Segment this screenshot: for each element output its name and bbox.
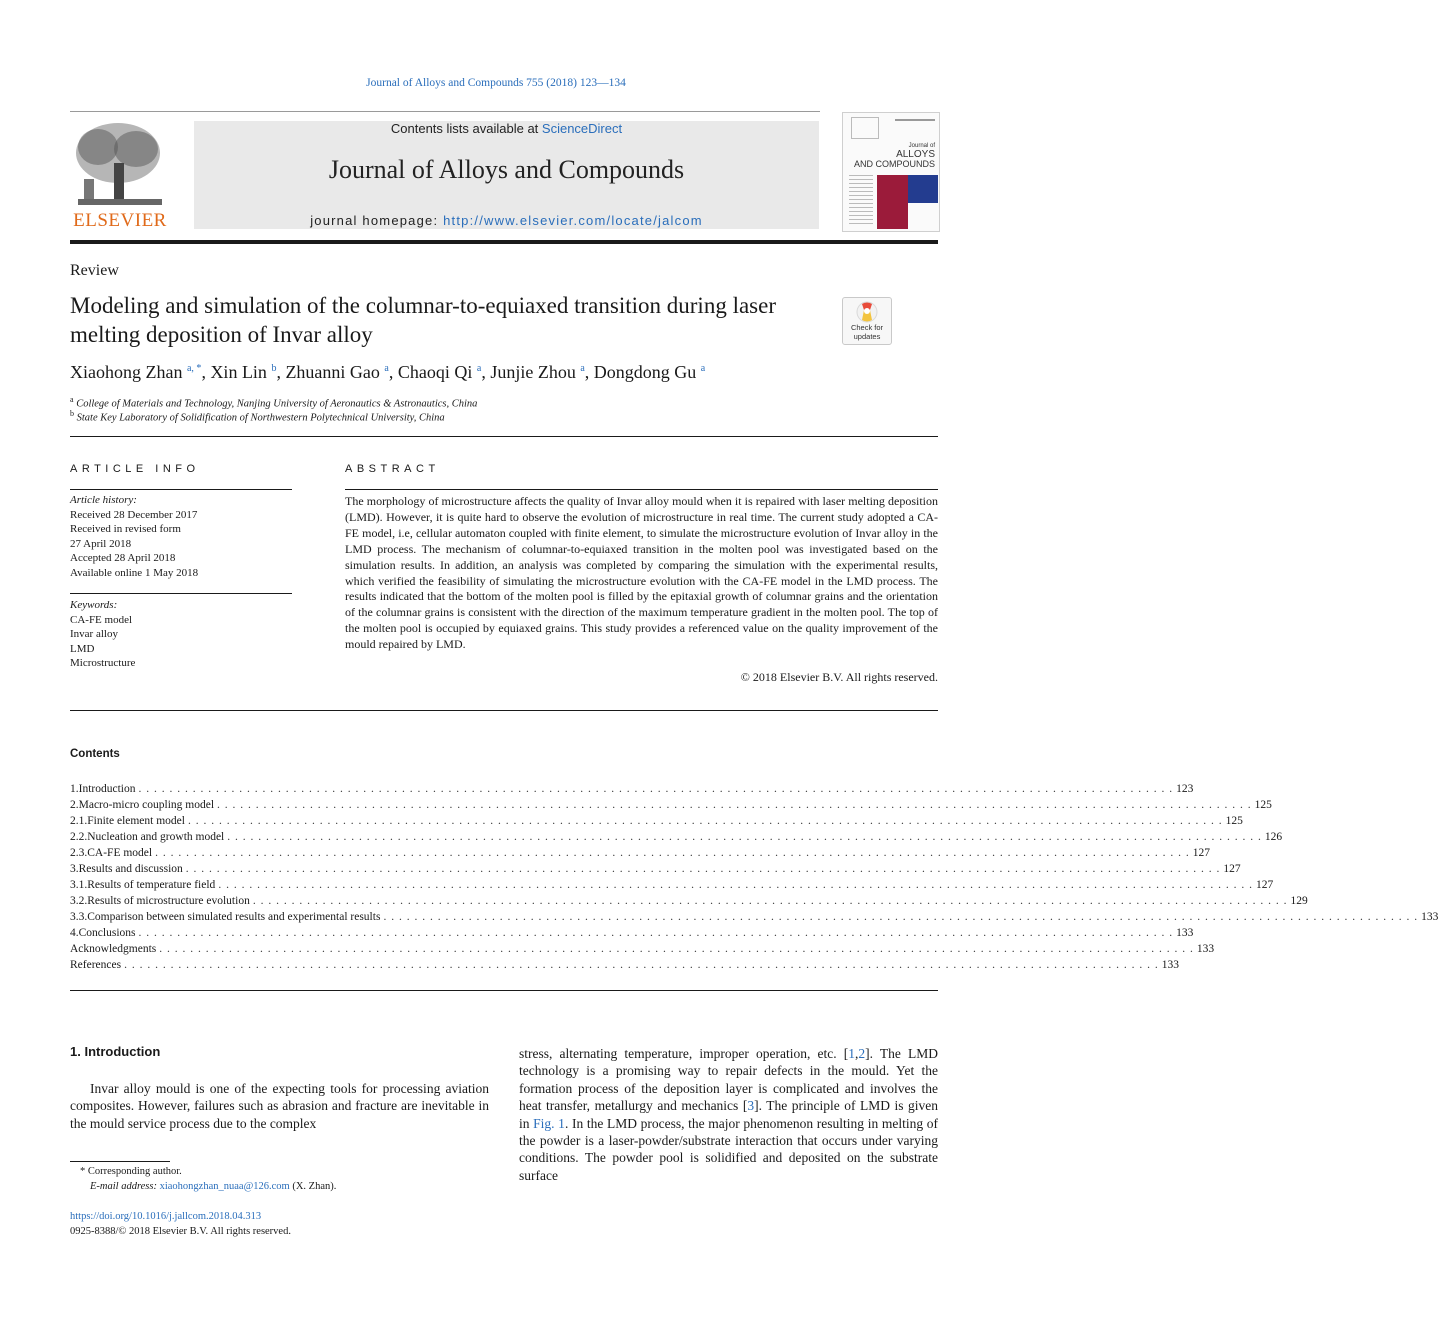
author-list: Xiaohong Zhan $^{a, *}$, Xin Lin $^b$, Zhuanni Gao $^a$, Chaoqi Qi $^a$, Junjie Zhou $^a$, Dongdong Gu $^a$ [70, 362, 706, 382]
toc-entry[interactable] [70, 941, 1215, 957]
affiliation-b: $^b$ State Key Laboratory of Solidification of Northwestern Polytechnical University, China [70, 409, 445, 424]
email-link[interactable]: xiaohongzhan_nuaa@126.com [159, 1181, 290, 1192]
journal-homepage-link[interactable]: http://www.elsevier.com/locate/jalcom [443, 213, 703, 228]
author[interactable]: Chaoqi Qi $^a$ [397, 362, 482, 382]
affiliation-a: $^a$ College of Materials and Technology, Nanjing University of Aeronautics & Astronautics, China [70, 395, 478, 410]
toc-leader-dots: . . . . . . . . . . . . . . . . . . . . . . . . . . . . . . . . . . . . . . . . . . . . . . . . . . . . . . . . . . . . . . . . . . . . . . . . . . . . . . . . . . . . . . . . . . . . . . . . . . . . . . . . . . . . . . . . . . . . . . . . . . . . . . . . . . . . . . [138, 783, 1174, 795]
toc-entry-title[interactable]: References [70, 959, 122, 971]
introduction-heading: 1. Introduction [70, 1044, 161, 1059]
footnote-rule [70, 1161, 170, 1162]
toc-entry-title[interactable]: Introduction [78, 783, 136, 795]
toc-entry-page: 133 [1421, 911, 1438, 923]
toc-entry[interactable] [70, 877, 1274, 893]
toc-entry-number: 2.1. [70, 815, 88, 827]
toc-entry-number: 3.2. [70, 895, 88, 907]
divider [70, 489, 292, 490]
toc-entry-title[interactable]: Results of microstructure evolution [87, 895, 250, 907]
crossmark-label: Check for updates [850, 323, 884, 341]
cover-title: Journal of ALLOYS AND COMPOUNDS [853, 143, 935, 169]
email-note: E-mail address: xiaohongzhan_nuaa@126.com (X. Zhan). [90, 1181, 337, 1192]
article-history: Article history: Received 28 December 2017 Received in revised form 27 April 2018 Accepted 28 April 2018 Available online 1 May 2018 [70, 494, 199, 579]
elsevier-wordmark: ELSEVIER [73, 210, 167, 231]
reference-link[interactable]: 1 [848, 1046, 855, 1061]
article-info-heading: ARTICLE INFO [70, 463, 200, 475]
toc-entry-title[interactable]: Finite element model [87, 815, 185, 827]
contents-heading: Contents [70, 748, 120, 760]
journal-homepage-line: journal homepage: http://www.elsevier.com/locate/jalcom [310, 213, 703, 228]
toc-leader-dots: . . . . . . . . . . . . . . . . . . . . . . . . . . . . . . . . . . . . . . . . . . . . . . . . . . . . . . . . . . . . . . . . . . . . . . . . . . . . . . . . . . . . . . . . . . . . . . . . . . . . . . . . . . . . . . . . . . . . . . . . . . . . . . . . . . . . . . [124, 959, 1159, 971]
cover-red-block-lower [877, 203, 908, 229]
toc-entry-number: 3. [70, 863, 79, 875]
divider [70, 990, 938, 991]
toc-entry-page: 129 [1290, 895, 1308, 907]
abstract-copyright: © 2018 Elsevier B.V. All rights reserved. [740, 670, 938, 684]
toc-entry-title[interactable]: Conclusions [78, 927, 136, 939]
toc-entry[interactable] [70, 925, 1194, 941]
toc-leader-dots: . . . . . . . . . . . . . . . . . . . . . . . . . . . . . . . . . . . . . . . . . . . . . . . . . . . . . . . . . . . . . . . . . . . . . . . . . . . . . . . . . . . . . . . . . . . . . . . . . . . . . . . . . . . . . . . . . . . . . . . . . . . . . . . . . . . . . . [155, 847, 1190, 859]
article-title: Modeling and simulation of the columnar-to-equiaxed transition during laser melting deposition of Invar alloy [70, 293, 776, 347]
toc-entry-number: 2. [70, 799, 79, 811]
toc-entry-title[interactable]: CA-FE model [87, 847, 153, 859]
keywords: Keywords: CA-FE model Invar alloy LMD Microstructure [70, 598, 292, 671]
toc-entry-page: 127 [1255, 879, 1274, 891]
doi-link[interactable]: https://doi.org/10.1016/j.jallcom.2018.04.313 [70, 1211, 262, 1222]
toc-entry-title[interactable]: Comparison between simulated results and experimental results [87, 911, 381, 923]
toc-entry-number: 2.3. [70, 847, 88, 859]
keyword: CA-FE model [70, 613, 133, 626]
cover-top-bar [895, 119, 935, 121]
toc-entry[interactable] [70, 909, 1438, 925]
toc-leader-dots: . . . . . . . . . . . . . . . . . . . . . . . . . . . . . . . . . . . . . . . . . . . . . . . . . . . . . . . . . . . . . . . . . . . . . . . . . . . . . . . . . . . . . . . . . . . . . . . . . . . . . . . . . . . . . . . . . . . . . . . . . . . . . . . . . . . . . . [138, 927, 1174, 939]
toc-entry-title[interactable]: Nucleation and growth model [87, 831, 225, 843]
toc-entry-page: 133 [1176, 927, 1194, 939]
divider [70, 593, 292, 594]
toc-entry-title[interactable]: Acknowledgments [70, 943, 157, 955]
divider [70, 710, 938, 711]
toc-entry-title[interactable]: Results and discussion [78, 863, 183, 875]
sciencedirect-link[interactable]: ScienceDirect [541, 121, 623, 136]
author[interactable]: Xin Lin $^b$ [210, 362, 277, 382]
toc-leader-dots: . . . . . . . . . . . . . . . . . . . . . . . . . . . . . . . . . . . . . . . . . . . . . . . . . . . . . . . . . . . . . . . . . . . . . . . . . . . . . . . . . . . . . . . . . . . . . . . . . . . . . . . . . . . . . . . . . . . . . . . . . . . . . . . . . . . . . . [187, 815, 1223, 827]
toc-leader-dots: . . . . . . . . . . . . . . . . . . . . . . . . . . . . . . . . . . . . . . . . . . . . . . . . . . . . . . . . . . . . . . . . . . . . . . . . . . . . . . . . . . . . . . . . . . . . . . . . . . . . . . . . . . . . . . . . . . . . . . . . . . . . . . . . . . . . . . [252, 895, 1288, 907]
divider [70, 436, 938, 437]
toc-entry-page: 133 [1161, 959, 1179, 971]
introduction-paragraph-left: Invar alloy mould is one of the expecting tools for processing aviation composites. However, failures such as abrasion and fracture are inevitable in the mould service process due to the complex [70, 1081, 489, 1131]
toc-entry[interactable] [70, 813, 1243, 829]
toc-entry-number: 3.1. [70, 879, 88, 891]
cover-blue-block [908, 175, 938, 203]
abstract-heading: ABSTRACT [345, 463, 440, 475]
toc-entry[interactable] [70, 893, 1308, 909]
reference-link[interactable]: 2 [858, 1046, 866, 1061]
toc-entry[interactable] [70, 797, 1272, 813]
header-thick-rule [70, 240, 938, 244]
issn-line: 0925-8388/© 2018 Elsevier B.V. All rights reserved. [70, 1226, 291, 1237]
toc-entry-page: 123 [1176, 783, 1194, 795]
toc-leader-dots: . . . . . . . . . . . . . . . . . . . . . . . . . . . . . . . . . . . . . . . . . . . . . . . . . . . . . . . . . . . . . . . . . . . . . . . . . . . . . . . . . . . . . . . . . . . . . . . . . . . . . . . . . . . . . . . . . . . . . . . . . . . . . . . . . . . . . . [217, 799, 1252, 811]
toc-entry-page: 125 [1225, 815, 1243, 827]
toc-entry[interactable] [70, 957, 1179, 973]
toc-entry[interactable] [70, 845, 1210, 861]
toc-leader-dots: . . . . . . . . . . . . . . . . . . . . . . . . . . . . . . . . . . . . . . . . . . . . . . . . . . . . . . . . . . . . . . . . . . . . . . . . . . . . . . . . . . . . . . . . . . . . . . . . . . . . . . . . . . . . . . . . . . . . . . . . . . . . . . . . . . . . . . [218, 879, 1253, 891]
contents-availability-line: Contents lists available at ScienceDirect [390, 121, 623, 136]
toc-entry-number: 4. [70, 927, 79, 939]
toc-entry-page: 125 [1254, 799, 1272, 811]
toc-entry-title[interactable]: Macro-micro coupling model [78, 799, 215, 811]
divider [345, 489, 938, 490]
journal-cover-thumbnail[interactable] [842, 112, 940, 232]
toc-leader-dots: . . . . . . . . . . . . . . . . . . . . . . . . . . . . . . . . . . . . . . . . . . . . . . . . . . . . . . . . . . . . . . . . . . . . . . . . . . . . . . . . . . . . . . . . . . . . . . . . . . . . . . . . . . . . . . . . . . . . . . . . . . . . . . . . . . . . . . [227, 831, 1262, 843]
journal-citation[interactable]: Journal of Alloys and Compounds 755 (2018) 123—134 [366, 77, 626, 89]
toc-leader-dots: . . . . . . . . . . . . . . . . . . . . . . . . . . . . . . . . . . . . . . . . . . . . . . . . . . . . . . . . . . . . . . . . . . . . . . . . . . . . . . . . . . . . . . . . . . . . . . . . . . . . . . . . . . . . . . . . . . . . . . . . . . . . . . . . . . . . . . [383, 911, 1419, 923]
author[interactable]: Junjie Zhou $^a$ [490, 362, 585, 382]
toc-entry-title[interactable]: Results of temperature field [87, 879, 216, 891]
toc-leader-dots: . . . . . . . . . . . . . . . . . . . . . . . . . . . . . . . . . . . . . . . . . . . . . . . . . . . . . . . . . . . . . . . . . . . . . . . . . . . . . . . . . . . . . . . . . . . . . . . . . . . . . . . . . . . . . . . . . . . . . . . . . . . . . . . . . . . . . . [159, 943, 1194, 955]
crossmark-icon [855, 300, 879, 324]
keyword: Microstructure [70, 657, 136, 669]
toc-entry-number: 2.2. [70, 831, 88, 843]
cover-logo-box [851, 117, 879, 139]
toc-entry[interactable] [70, 861, 1241, 877]
keyword: Invar alloy [70, 628, 118, 640]
toc-entry[interactable] [70, 781, 1194, 797]
cover-text-lines [849, 175, 873, 225]
header-rule [70, 111, 820, 112]
toc-entry[interactable] [70, 829, 1283, 845]
toc-entry-page: 126 [1264, 831, 1283, 843]
journal-name: Journal of Alloys and Compounds [328, 155, 685, 184]
keyword: LMD [70, 642, 95, 655]
abstract-text: The morphology of microstructure affects the quality of Invar alloy mould when it is repaired with laser melting deposition (LMD). However, it is quite hard to observe the evolution of microstructure in real time. The current study adopted a CA-FE model, i.e, cellular automaton coupled with finite element, to simulate the microstructure evolution of Invar alloy in the LMD process. The mechanism of columnar-to-equiaxed transition in the molten pool was investigated based on the simulation results. In addition, an analysis was completed by comparing the simulation with the experimental results, which verified the feasibility of simulating the microstructure evolution with the CA-FE model in the LMD process. The results indicated that the bottom of the molten pool is filled by the epitaxial growth of columnar grains and the orientation of the columnar grains is consistent with the direction of the maximum temperature gradient in the molten pool. The top of the molten pool is occupied by equiaxed grains. This study provides a referenced value on the quality improvement of the mould repaired by LMD. [345, 494, 938, 652]
cover-red-block [877, 175, 908, 203]
toc-entry-number: 1. [70, 783, 79, 795]
toc-leader-dots: . . . . . . . . . . . . . . . . . . . . . . . . . . . . . . . . . . . . . . . . . . . . . . . . . . . . . . . . . . . . . . . . . . . . . . . . . . . . . . . . . . . . . . . . . . . . . . . . . . . . . . . . . . . . . . . . . . . . . . . . . . . . . . . . . . . . . . [185, 863, 1221, 875]
corresponding-author-note: * Corresponding author. [80, 1166, 182, 1177]
toc-entry-page: 127 [1192, 847, 1210, 859]
toc-entry-number: 3.3. [70, 911, 88, 923]
toc-entry-page: 133 [1196, 943, 1215, 955]
introduction-paragraph-right: stress, alternating temperature, improper operation, etc. [1,2]. The LMD technology is a promising way to repair defects in the mould. Yet the formation process of the deposition layer is complicated and involves the heat transfer, metallurgy and mechanics [3]. The principle of LMD is given in Fig. 1. In the LMD process, the major phenomenon resulting in melting of the powder is a laser-powder/substrate interaction that occurs under varying conditions. The powder pool is solidified and deposited on the substrate surface [519, 1046, 939, 1183]
reference-link[interactable]: 3 [747, 1098, 755, 1114]
author[interactable]: Dongdong Gu $^a$ [593, 362, 706, 382]
figure-link[interactable]: Fig. 1 [533, 1115, 565, 1131]
author[interactable]: Zhuanni Gao $^a$ [285, 362, 389, 382]
article-type: Review [70, 262, 119, 279]
check-for-updates-badge[interactable] [842, 297, 892, 345]
toc-entry-page: 127 [1223, 863, 1241, 875]
author[interactable]: Xiaohong Zhan $^{a, *}$ [70, 362, 202, 382]
